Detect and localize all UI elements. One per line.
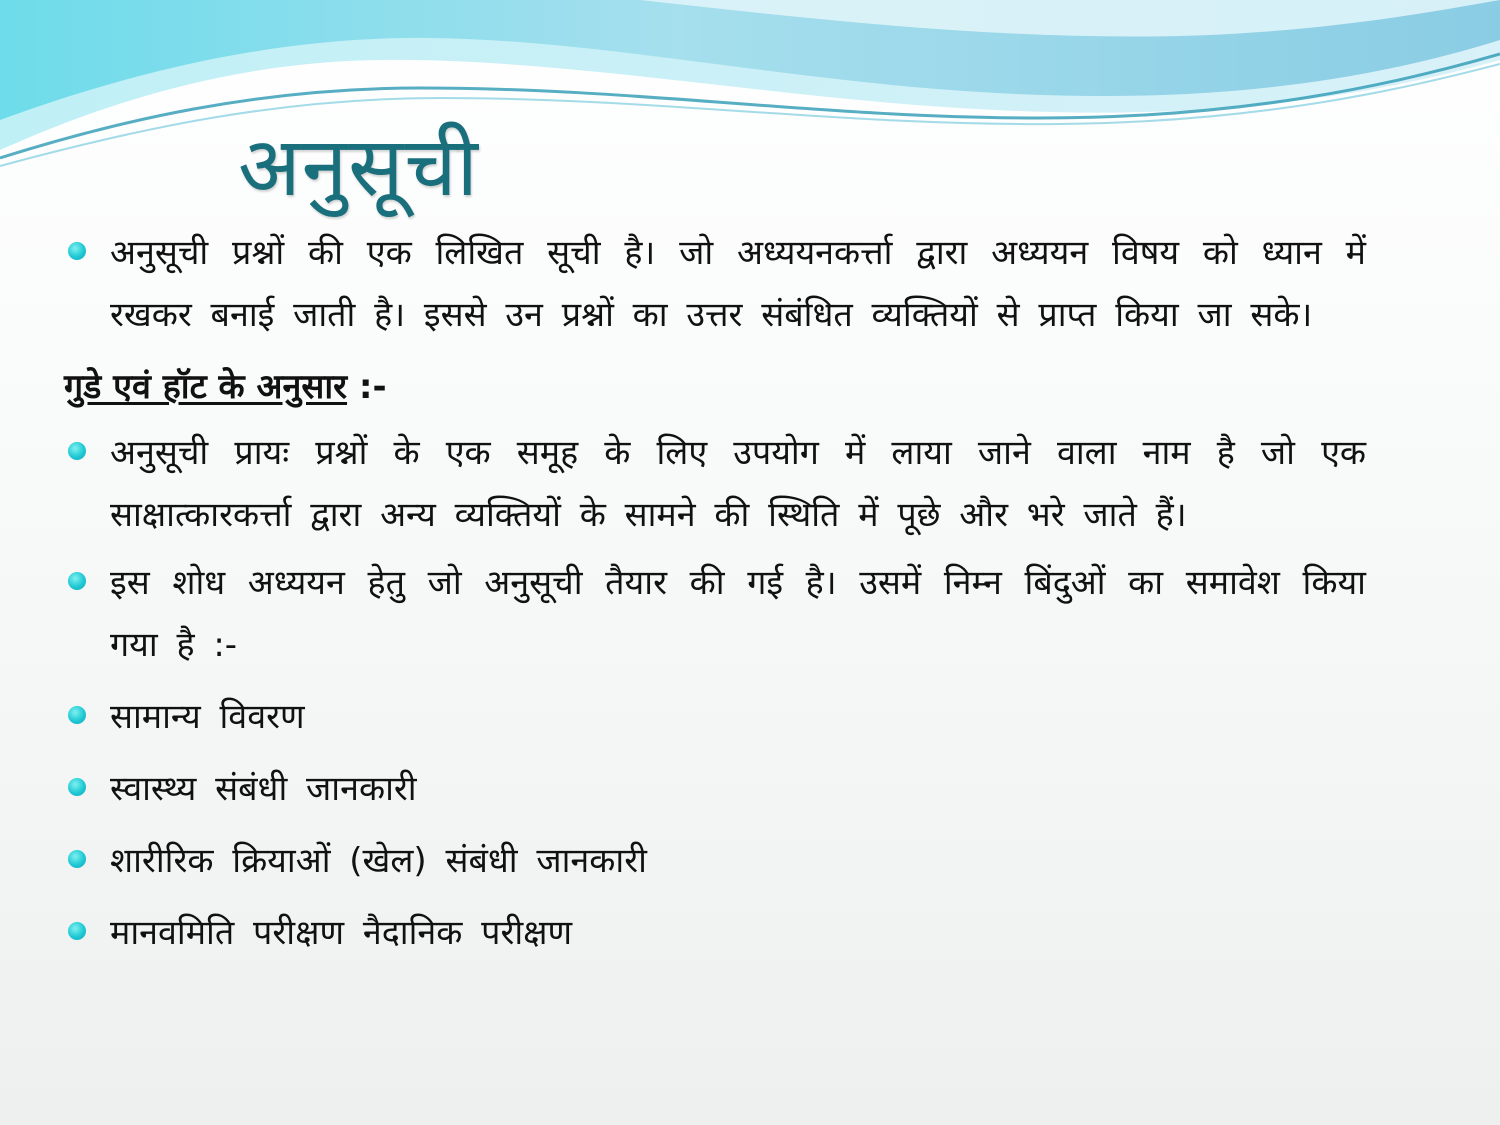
slide-title: अनुसूची <box>238 120 479 215</box>
bullet-text: अनुसूची प्रायः प्रश्नों के एक समूह के लिए उपयोग में लाया जाने वाला नाम है जो एक साक्षात्कारकर्त्ता द्वारा अन्य व्यक्तियों के सामने की स्थिति में पूछे और भरे जाते हैं। <box>110 433 1366 535</box>
bullet-item <box>66 552 1366 676</box>
heading-suffix: :- <box>347 367 387 407</box>
bullet-text: स्वास्थ्य संबंधी जानकारी <box>110 769 417 809</box>
bullet-text: शारीरिक क्रियाओं (खेल) संबंधी जानकारी <box>110 841 647 881</box>
heading-underlined-text: गुडे एवं हॉट के अनुसार <box>64 367 348 407</box>
bullet-dot-icon <box>68 850 86 868</box>
bullet-text: इस शोध अध्ययन हेतु जो अनुसूची तैयार की गई है। उसमें निम्न बिंदुओं का समावेश किया गया है :- <box>110 563 1366 665</box>
bullet-dot-icon <box>68 442 86 460</box>
section-heading <box>64 356 1366 418</box>
bullet-dot-icon <box>68 572 86 590</box>
decorative-wave-banner <box>0 0 1500 200</box>
bullet-dot-icon <box>68 778 86 796</box>
bullet-dot-icon <box>68 242 86 260</box>
bullet-item <box>66 686 1366 748</box>
bullet-item <box>66 222 1366 346</box>
bullet-item <box>66 902 1366 964</box>
bullet-item <box>66 758 1366 820</box>
bullet-text: मानवमिति परीक्षण नैदानिक परीक्षण <box>110 913 573 953</box>
bullet-item <box>66 422 1366 546</box>
slide-content <box>66 222 1366 964</box>
bullet-dot-icon <box>68 706 86 724</box>
bullet-item <box>66 830 1366 892</box>
bullet-dot-icon <box>68 922 86 940</box>
bullet-text: अनुसूची प्रश्नों की एक लिखित सूची है। जो अध्ययनकर्त्ता द्वारा अध्ययन विषय को ध्यान में रखकर बनाई जाती है। इससे उन प्रश्नों का उत्तर संबंधित व्यक्तियों से प्राप्त किया जा सके। <box>110 233 1366 335</box>
bullet-text: सामान्य विवरण <box>110 697 305 737</box>
